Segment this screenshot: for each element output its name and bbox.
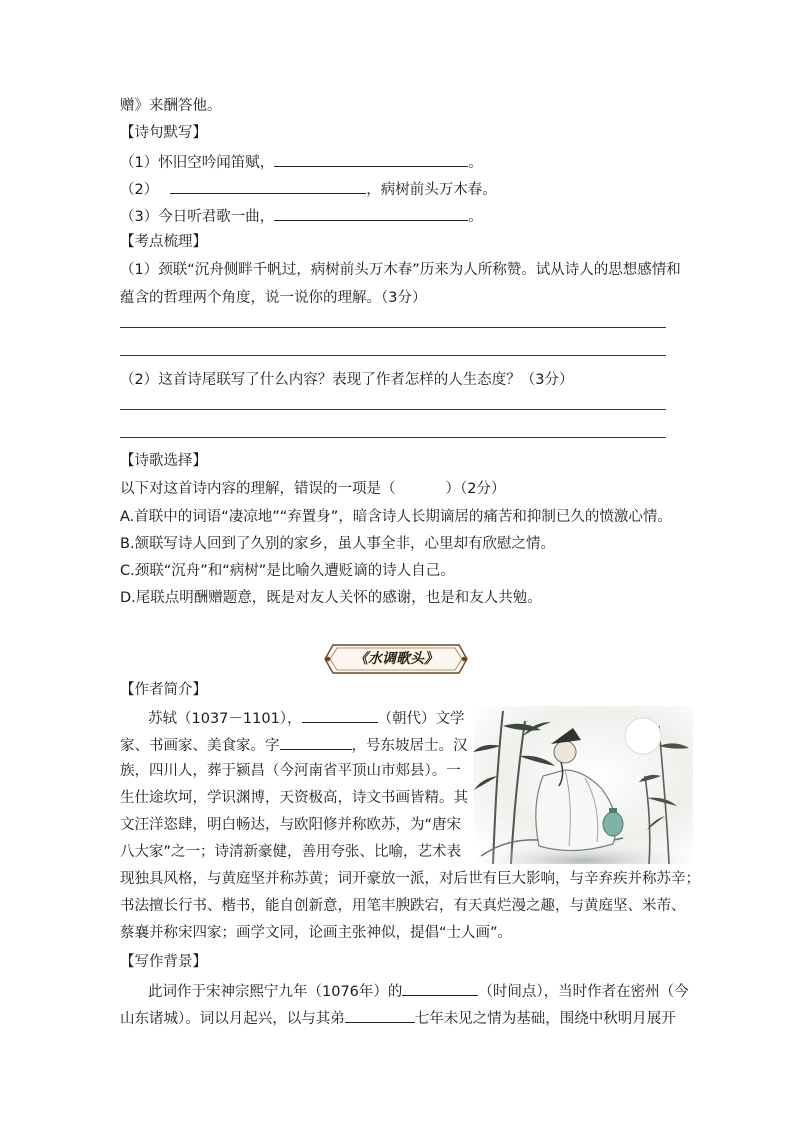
choice-question xyxy=(120,479,505,499)
answer-blank-2[interactable] xyxy=(170,178,366,194)
q3-suffix: 。 xyxy=(468,209,483,225)
author-line-3: 族，四川人，葬于颍昌（今河南省平顶山市郏县）。一 xyxy=(120,763,461,779)
recite-question-1 xyxy=(120,151,483,173)
answer-line[interactable] xyxy=(120,437,666,438)
answer-blank-1[interactable] xyxy=(274,151,468,167)
section-header-background: 【写作背景】 xyxy=(120,954,207,970)
q3-prefix: （3）今日听君歌一曲， xyxy=(120,209,275,225)
author-l2-suffix: ，号东坡居士。汉 xyxy=(351,738,468,754)
brother-name-blank[interactable] xyxy=(345,1007,415,1023)
continued-text: 赠》来酬答他。 xyxy=(120,98,222,114)
option-a: A.首联中的词语“凄凉地”“弃置身”，暗含诗人长期谪居的痛苦和抑制已久的愤激心情。 xyxy=(120,509,672,525)
section-header-author: 【作者简介】 xyxy=(120,682,207,698)
choice-question-suffix: ）（2分） xyxy=(445,481,506,497)
banner-title: 《水调歌头》 xyxy=(354,651,438,667)
author-line-2 xyxy=(120,734,468,756)
recite-question-2 xyxy=(120,178,497,200)
q1-prefix: （1）怀旧空吟闻笛赋， xyxy=(120,155,275,171)
answer-line[interactable] xyxy=(120,355,666,356)
section-header-choice: 【诗歌选择】 xyxy=(120,453,207,469)
author-line-7: 现独具风格，与黄庭坚并称苏黄；词开豪放一派，对后世有巨大影响，与辛弃疾并称苏辛； xyxy=(120,871,700,887)
review-question-1-line1: （1）颈联“沉舟侧畔千帆过，病树前头万木春”历来为人所称赞。试从诗人的思想感情和 xyxy=(120,262,681,278)
option-d: D.尾联点明酬赠题意，既是对友人关怀的感谢，也是和友人共勉。 xyxy=(120,590,542,606)
review-question-2: （2）这首诗尾联写了什么内容？表现了作者怎样的人生态度？（3分） xyxy=(120,372,574,388)
recite-question-3 xyxy=(120,205,483,227)
author-l1-prefix: 苏轼（1037－1101）， xyxy=(148,711,302,727)
answer-blank-3[interactable] xyxy=(274,205,468,221)
background-line-2 xyxy=(120,1007,676,1029)
author-line-9: 蔡襄并称宋四家；画学文同，论画主张神似，提倡“士人画”。 xyxy=(120,925,513,941)
background-l1-suffix: （时间点），当时作者在密州（今 xyxy=(478,984,689,1000)
review-question-1-line2: 蕴含的哲理两个角度，说一说你的理解。（3分） xyxy=(120,290,427,306)
author-line-8: 书法擅长行书、楷书，能自创新意，用笔丰腴跌宕，有天真烂漫之趣，与黄庭坚、米芾、 xyxy=(120,898,686,914)
author-line-5: 文汪洋恣肆，明白畅达，与欧阳修并称欧苏，为“唐宋 xyxy=(120,817,462,833)
title-banner xyxy=(323,643,469,675)
q2-suffix: ，病树前头万木春。 xyxy=(366,182,497,198)
time-blank[interactable] xyxy=(402,980,478,996)
author-l2-prefix: 家、书画家、美食家。字 xyxy=(120,738,280,754)
section-header-recite: 【诗句默写】 xyxy=(120,125,207,141)
ink-painting-image xyxy=(473,706,693,864)
author-l1-suffix: （朝代）文学 xyxy=(377,711,465,727)
option-b: B.颔联写诗人回到了久别的家乡，虽人事全非，心里却有欣慰之情。 xyxy=(120,536,556,552)
choice-question-prefix: 以下对这首诗内容的理解，错误的一项是（ xyxy=(120,481,396,497)
courtesy-name-blank[interactable] xyxy=(280,734,352,750)
background-l2-suffix: 七年未见之情为基础，围绕中秋明月展开 xyxy=(414,1011,676,1027)
dynasty-blank[interactable] xyxy=(302,707,378,723)
author-line-4: 生仕途坎坷，学识渊博，天资极高，诗文书画皆精。其 xyxy=(120,790,468,806)
background-l2-prefix: 山东诸城）。词以月起兴，以与其弟 xyxy=(120,1011,345,1027)
answer-line[interactable] xyxy=(120,327,666,328)
answer-line[interactable] xyxy=(120,409,666,410)
author-line-1 xyxy=(148,707,465,729)
background-line-1 xyxy=(148,980,689,1002)
section-header-review: 【考点梳理】 xyxy=(120,234,207,250)
su-shi-ink-painting xyxy=(473,706,693,864)
q2-prefix: （2） xyxy=(120,182,159,198)
q1-suffix: 。 xyxy=(468,155,483,171)
background-l1-prefix: 此词作于宋神宗熙宁九年（1076年）的 xyxy=(148,984,403,1000)
author-line-6: 八大家”之一；诗清新豪健，善用夸张、比喻，艺术表 xyxy=(120,844,462,860)
option-c: C.颈联“沉舟”和“病树”是比喻久遭贬谪的诗人自己。 xyxy=(120,563,455,579)
